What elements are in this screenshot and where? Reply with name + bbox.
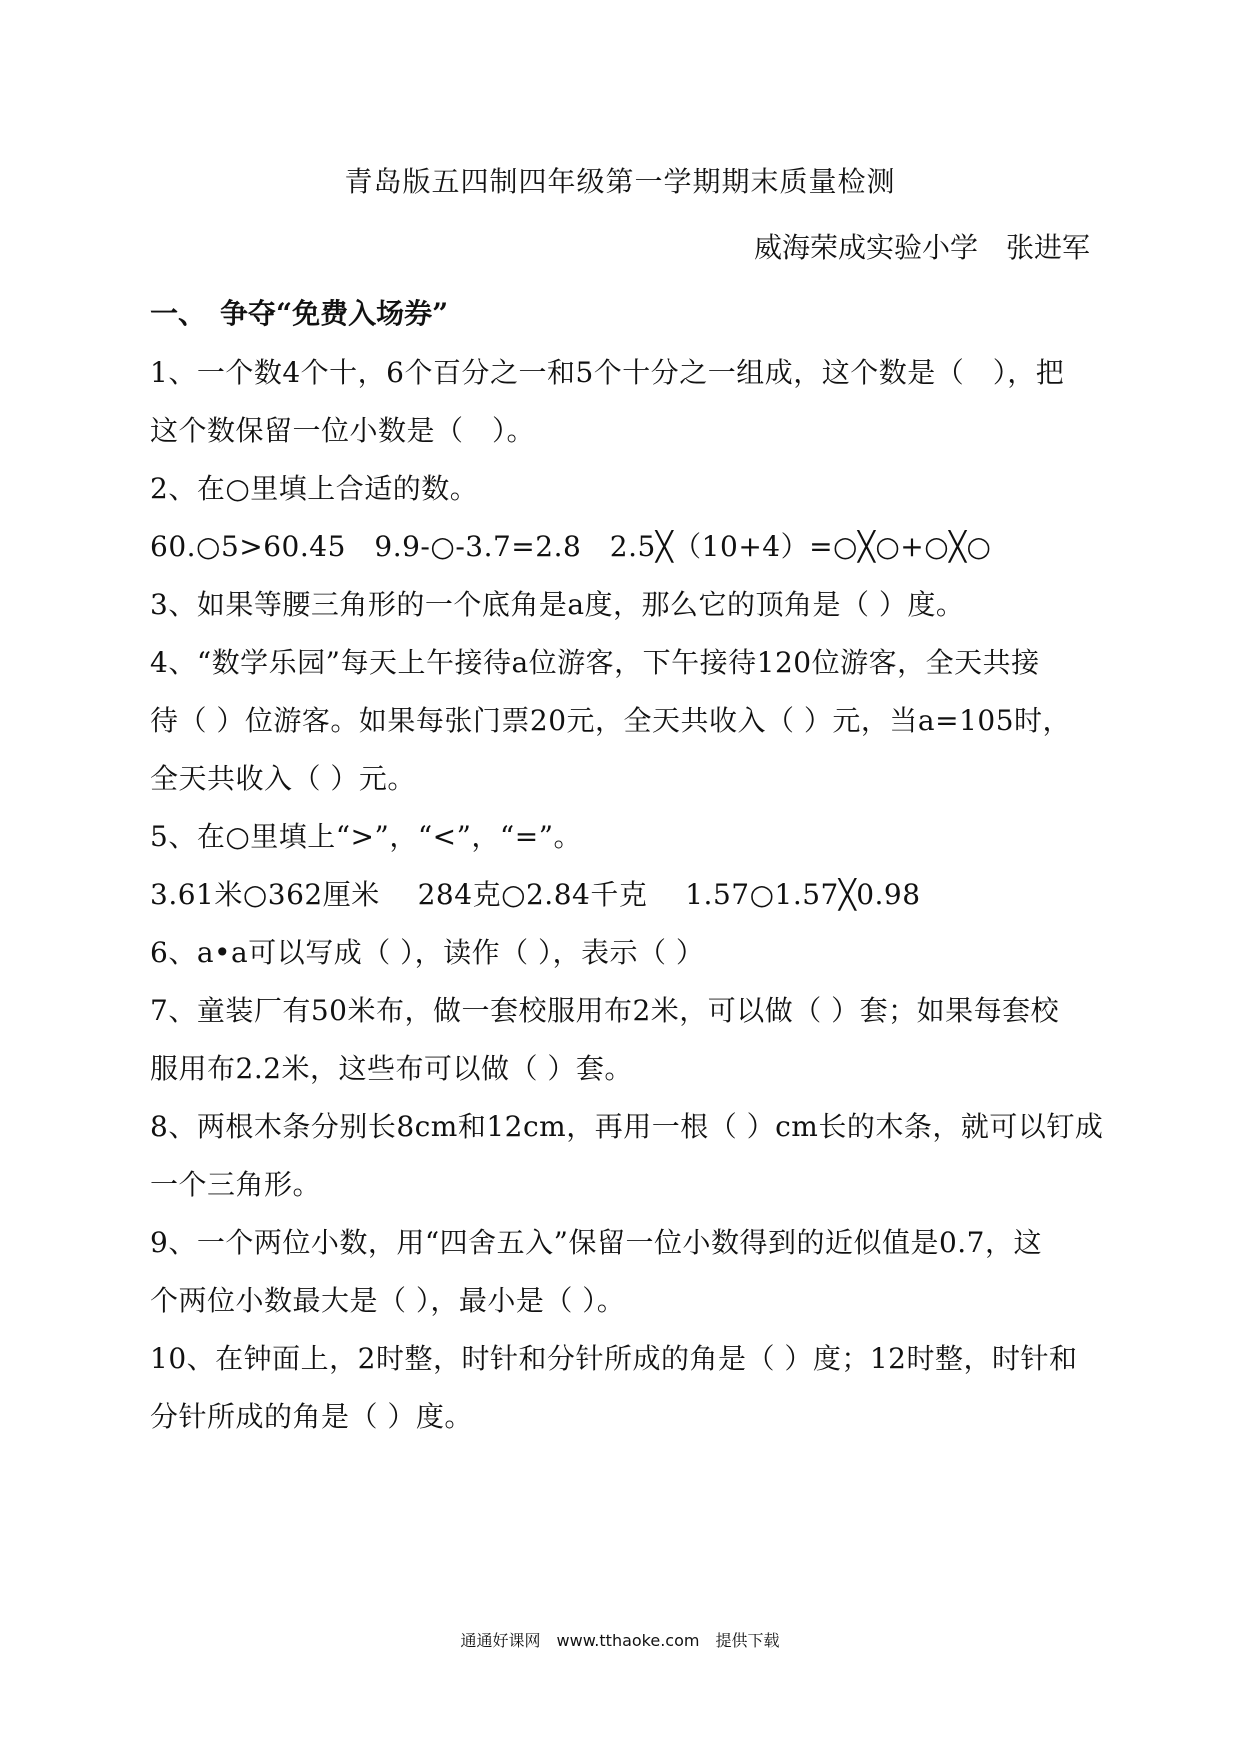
question-line-9: 5、在○里填上“>”，“<”，“=”。 — [150, 820, 583, 853]
question-line-4: 60.○5>60.45 9.9-○-3.7=2.8 2.5╳（10+4）=○╳○+○╳○ — [150, 530, 992, 563]
question-line-19: 分针所成的角是（ ）度。 — [150, 1400, 473, 1433]
question-line-2: 这个数保留一位小数是（ ）。 — [150, 414, 536, 447]
question-line-16: 9、一个两位小数，用“四舍五入”保留一位小数得到的近似值是0.7，这 — [150, 1226, 1042, 1259]
author-line: 威海荣成实验小学 张进军 — [753, 231, 1090, 264]
question-line-12: 7、童装厂有50米布，做一套校服用布2米，可以做（ ）套；如果每套校 — [150, 994, 1060, 1027]
question-line-10: 3.61米○362厘米 284克○2.84千克 1.57○1.57╳0.98 — [150, 878, 921, 911]
question-line-8: 全天共收入（ ）元。 — [150, 762, 416, 795]
question-line-5: 3、如果等腰三角形的一个底角是a度，那么它的顶角是（ ）度。 — [150, 588, 965, 621]
question-line-3: 2、在○里填上合适的数。 — [150, 472, 479, 505]
question-line-15: 一个三角形。 — [150, 1168, 322, 1201]
question-line-7: 待（ ）位游客。如果每张门票20元，全天共收入（ ）元，当a=105时， — [150, 704, 1072, 737]
question-line-18: 10、在钟面上，2时整，时针和分针所成的角是（ ）度；12时整，时针和 — [150, 1342, 1078, 1375]
page-title: 青岛版五四制四年级第一学期期末质量检测 — [344, 165, 896, 198]
question-line-1: 1、一个数4个十，6个百分之一和5个十分之一组成，这个数是（ ），把 — [150, 356, 1065, 389]
question-line-14: 8、两根木条分别长8cm和12cm，再用一根（ ）cm长的木条，就可以钉成 — [150, 1110, 1104, 1143]
question-line-17: 个两位小数最大是（ ），最小是（ ）。 — [150, 1284, 626, 1317]
footer-credit: 通通好课网 www.tthaoke.com 提供下载 — [460, 1631, 780, 1650]
question-line-13: 服用布2.2米，这些布可以做（ ）套。 — [150, 1052, 633, 1085]
question-line-6: 4、“数学乐园”每天上午接待a位游客，下午接待120位游客，全天共接 — [150, 646, 1040, 679]
section-heading: 一、 争夺“免费入场券” — [150, 297, 449, 330]
question-line-11: 6、a•a可以写成（ ），读作（ ），表示（ ） — [150, 936, 705, 969]
